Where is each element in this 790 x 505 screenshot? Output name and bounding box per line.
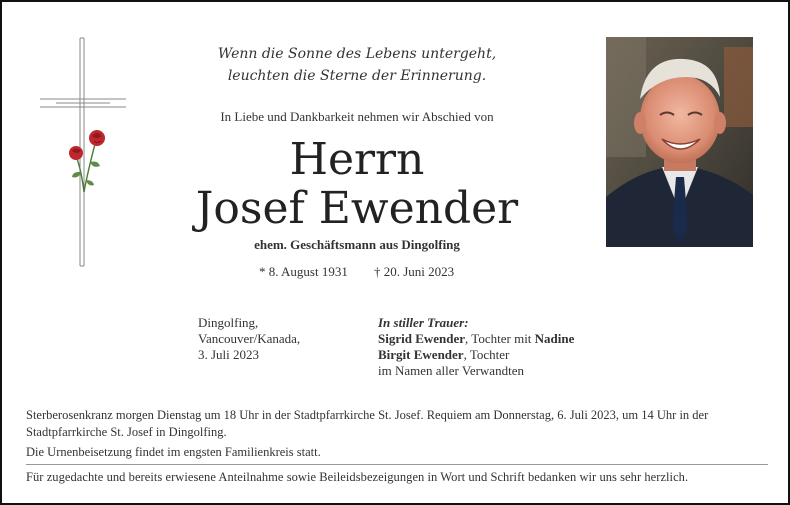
place-line-3: 3. Juli 2023 <box>198 347 260 362</box>
place-line-2: Vancouver/Kanada, <box>198 331 301 346</box>
mourners-heading: In stiller Trauer: <box>378 315 469 330</box>
death-date: † 20. Juni 2023 <box>374 264 455 279</box>
salutation: Herrn <box>289 134 425 185</box>
thanks-notice: Für zugedachte und bereits erwiesene Anteilnahme sowie Beileidsbezeigungen in Wort und Schrift bedanken wir uns sehr herzlich. <box>26 470 689 484</box>
rosary-notice: Sterberosenkranz morgen Dienstag um 18 Uhr in der Stadtpfarrkirche St. Josef. Requiem am Donnerstag, 6. Juli 2023, um 14 Uhr in der Stadtpfarrkirche St. Josef in Dingolfing. <box>26 408 709 439</box>
mourner-1-text: , Tochter mit <box>465 331 535 346</box>
mourner-2-name: Birgit Ewender <box>378 347 464 362</box>
mourner-1-name: Sigrid Ewender <box>378 331 466 346</box>
place-line-1: Dingolfing, <box>198 315 259 330</box>
intro-text: In Liebe und Dankbarkeit nehmen wir Abschied von <box>220 109 494 124</box>
mourners-block <box>378 315 574 379</box>
roses-icon <box>64 126 114 198</box>
mourner-1-partner: Nadine <box>534 331 575 346</box>
divider <box>26 464 768 465</box>
birth-date: * 8. August 1931 <box>259 264 348 279</box>
deceased-name: Josef Ewender <box>195 183 519 234</box>
mourners-closing: im Namen aller Verwandten <box>378 363 524 378</box>
quote-line-1: Wenn die Sonne des Lebens untergeht, <box>217 46 497 62</box>
quote-line-2: leuchten die Sterne der Erinnerung. <box>227 68 487 84</box>
portrait-photo <box>606 37 753 247</box>
mourner-2 <box>378 347 574 363</box>
occupation: ehem. Geschäftsmann aus Dingolfing <box>254 237 460 252</box>
mourner-1 <box>378 331 574 347</box>
place-and-date <box>198 315 300 363</box>
mourner-2-text: , Tochter <box>463 347 510 362</box>
urn-notice: Die Urnenbeisetzung findet im engsten Familienkreis statt. <box>26 445 321 459</box>
